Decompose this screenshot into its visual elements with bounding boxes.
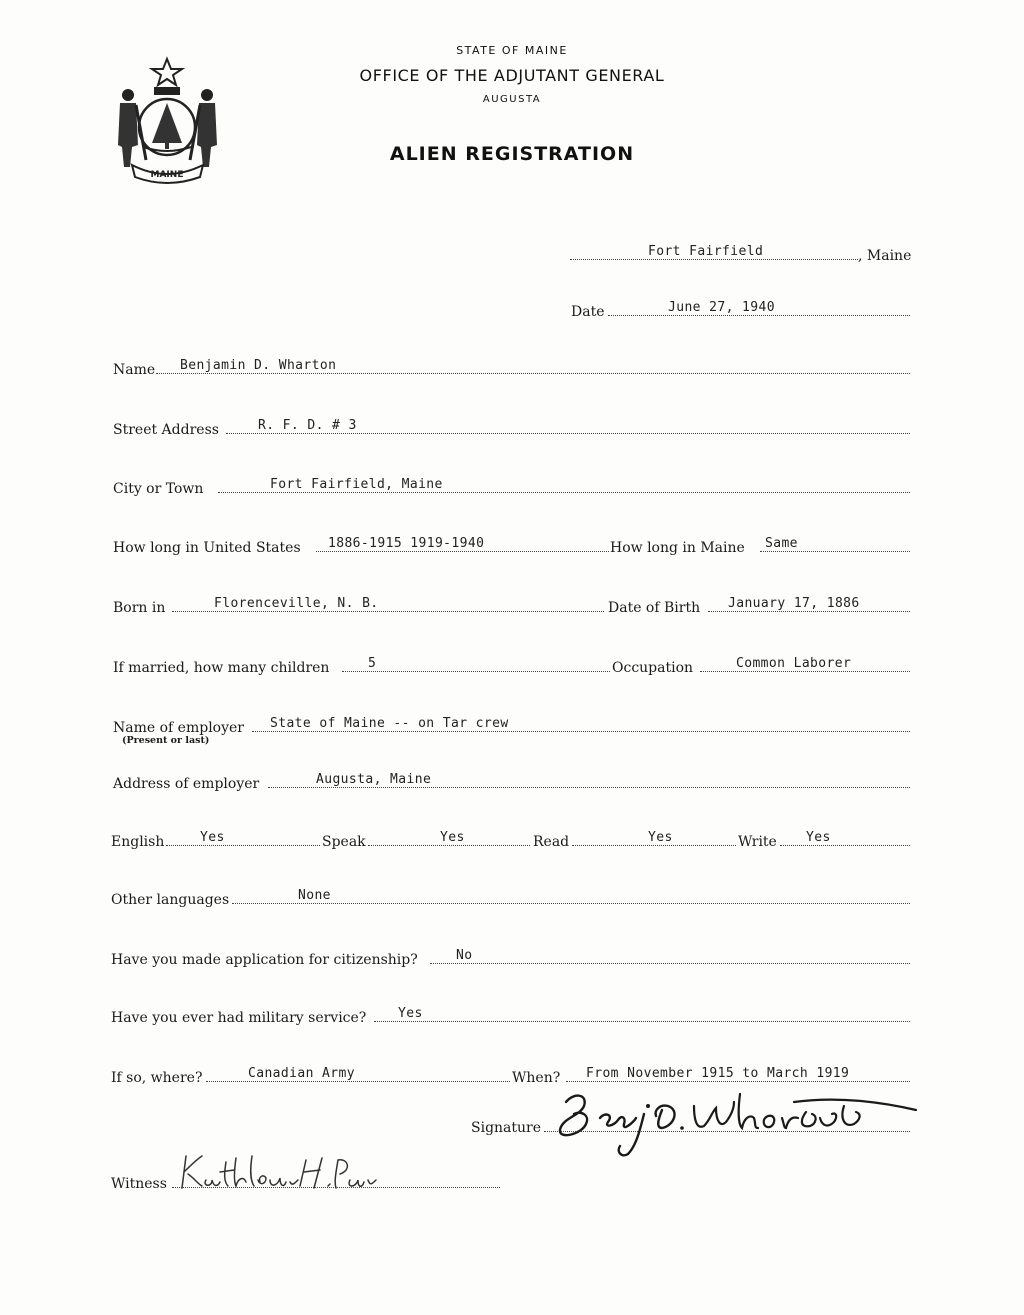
- employer-note: (Present or last): [122, 735, 210, 746]
- when-label: When?: [512, 1070, 561, 1086]
- children-row: [0, 648, 1024, 676]
- write-label: Write: [738, 834, 777, 850]
- occupation-label: Occupation: [612, 660, 694, 676]
- residence-row: [0, 528, 1024, 556]
- military-row: [0, 998, 1024, 1026]
- street-address-value: R. F. D. # 3: [258, 418, 357, 433]
- place-suffix: , Maine: [858, 248, 912, 264]
- where-label: If so, where?: [111, 1070, 203, 1086]
- military-label: Have you ever had military service?: [111, 1010, 367, 1026]
- how-long-us-value: 1886-1915 1919-1940: [328, 536, 485, 551]
- military-value: Yes: [398, 1006, 423, 1021]
- read-value: Yes: [648, 830, 673, 845]
- children-label: If married, how many children: [113, 660, 330, 676]
- how-long-maine-value: Same: [765, 536, 798, 551]
- how-long-maine-label: How long in Maine: [610, 540, 745, 556]
- city-label: City or Town: [113, 481, 204, 497]
- language-skills-row: [0, 822, 1024, 850]
- witness-signature: [172, 1148, 382, 1194]
- name-value: Benjamin D. Wharton: [180, 358, 337, 373]
- employer-address-label: Address of employer: [113, 776, 260, 792]
- citizenship-value: No: [456, 948, 473, 963]
- name-row: [0, 350, 1024, 378]
- date-row: [0, 292, 1024, 320]
- street-address-row: [0, 410, 1024, 438]
- occupation-value: Common Laborer: [736, 656, 852, 671]
- name-label: Name: [113, 362, 156, 378]
- place-row: [0, 236, 1024, 264]
- write-value: Yes: [806, 830, 831, 845]
- date-of-birth-value: January 17, 1886: [728, 596, 860, 611]
- state-heading: STATE OF MAINE: [456, 44, 568, 57]
- witness-label: Witness: [111, 1176, 167, 1192]
- born-in-value: Florenceville, N. B.: [214, 596, 379, 611]
- how-long-us-label: How long in United States: [113, 540, 301, 556]
- employer-address-value: Augusta, Maine: [316, 772, 432, 787]
- when-value: From November 1915 to March 1919: [586, 1066, 850, 1081]
- city-value: Fort Fairfield, Maine: [270, 477, 443, 492]
- birth-row: [0, 588, 1024, 616]
- maine-state-seal-icon: [110, 55, 225, 185]
- children-value: 5: [368, 656, 377, 671]
- service-row: [0, 1058, 1024, 1086]
- city-heading: AUGUSTA: [482, 94, 542, 105]
- date-of-birth-label: Date of Birth: [608, 600, 701, 616]
- date-value: June 27, 1940: [668, 300, 775, 315]
- city-row: [0, 469, 1024, 497]
- seal-banner-text: MAINE: [150, 170, 184, 180]
- form-title: ALIEN REGISTRATION: [389, 143, 635, 165]
- employer-value: State of Maine -- on Tar crew: [270, 716, 509, 731]
- street-address-label: Street Address: [113, 422, 219, 438]
- employer-address-row: [0, 764, 1024, 792]
- english-label: English: [111, 834, 165, 850]
- signature-label: Signature: [471, 1120, 542, 1136]
- born-in-label: Born in: [113, 600, 166, 616]
- citizenship-row: [0, 940, 1024, 968]
- citizenship-label: Have you made application for citizenship?: [111, 952, 418, 968]
- witness-row: [0, 1164, 1024, 1192]
- speak-value: Yes: [440, 830, 465, 845]
- office-heading: OFFICE OF THE ADJUTANT GENERAL: [359, 66, 665, 85]
- english-value: Yes: [200, 830, 225, 845]
- other-languages-value: None: [298, 888, 331, 903]
- where-value: Canadian Army: [248, 1066, 355, 1081]
- date-label: Date: [571, 304, 605, 320]
- other-languages-row: [0, 880, 1024, 908]
- employer-row: [0, 708, 1024, 736]
- speak-label: Speak: [322, 834, 366, 850]
- applicant-signature: [544, 1084, 924, 1164]
- read-label: Read: [533, 834, 570, 850]
- employer-label: Name of employer: [113, 720, 244, 736]
- place-value: Fort Fairfield: [648, 244, 764, 259]
- other-languages-label: Other languages: [111, 892, 230, 908]
